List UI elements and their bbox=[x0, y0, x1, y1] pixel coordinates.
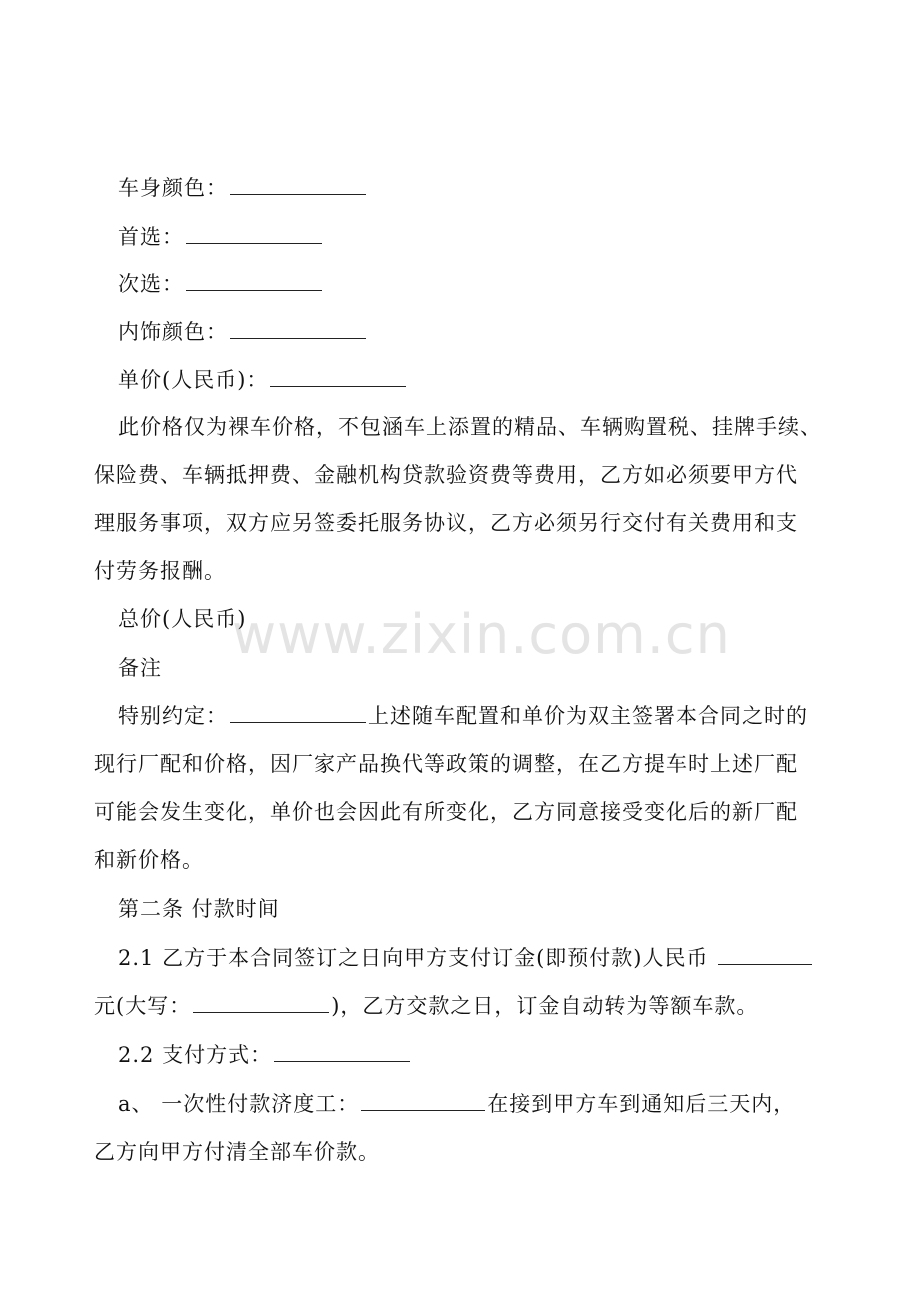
clause-a-text-2: 乙方向甲方付清全部车价款。 bbox=[94, 1140, 380, 1164]
unit-price-line bbox=[118, 365, 878, 395]
special-agreement-line-4 bbox=[94, 845, 854, 875]
price-note-text-3: 理服务事项，双方应另签委托服务协议，乙方必须另行交付有关费用和支 bbox=[94, 511, 798, 535]
second-choice-label: 次选： bbox=[118, 272, 184, 296]
special-agreement-line-3 bbox=[94, 797, 854, 827]
price-note-line-2 bbox=[94, 460, 854, 490]
lump-sum-blank bbox=[361, 1092, 485, 1111]
special-agreement-line-2 bbox=[94, 749, 854, 779]
clause-2-1-text-1: 2.1 乙方于本合同签订之日向甲方支付订金(即预付款)人民币 bbox=[118, 946, 709, 970]
second-choice-blank bbox=[186, 272, 322, 291]
remarks-line bbox=[118, 653, 878, 683]
remarks-label: 备注 bbox=[118, 656, 162, 680]
clause-2-1-suffix: )，乙方交款之日，订金自动转为等额车款。 bbox=[331, 994, 759, 1018]
price-note-text-4: 付劳务报酬。 bbox=[94, 559, 226, 583]
clause-2-1-line-1 bbox=[118, 943, 878, 973]
article-two-title: 第二条 付款时间 bbox=[118, 897, 280, 921]
deposit-words-blank bbox=[193, 994, 329, 1013]
payment-method-blank bbox=[274, 1043, 410, 1062]
first-choice-blank bbox=[186, 225, 322, 244]
price-note-line-3 bbox=[94, 508, 854, 538]
total-price-line bbox=[118, 604, 878, 634]
second-choice-line bbox=[118, 269, 878, 299]
special-agreement-text-2: 现行厂配和价格，因厂家产品换代等政策的调整，在乙方提车时上述厂配 bbox=[94, 752, 798, 776]
special-agreement-line bbox=[118, 701, 878, 731]
first-choice-label: 首选： bbox=[118, 225, 184, 249]
unit-price-label: 单价(人民币)： bbox=[118, 368, 269, 392]
clause-a-suffix: 在接到甲方车到通知后三天内， bbox=[487, 1092, 796, 1116]
body-color-blank bbox=[230, 176, 366, 195]
interior-color-label: 内饰颜色： bbox=[118, 320, 228, 344]
clause-a-prefix: a、 一次性付款济度工： bbox=[118, 1092, 360, 1116]
special-agreement-text: 上述随车配置和单价为双主签署本合同之时的 bbox=[368, 704, 808, 728]
price-note-line-4 bbox=[94, 556, 854, 586]
special-agreement-blank bbox=[230, 704, 366, 723]
deposit-amount-blank bbox=[718, 946, 812, 965]
unit-price-blank bbox=[270, 368, 406, 387]
clause-a-line-2 bbox=[94, 1137, 854, 1167]
price-note-line-1 bbox=[118, 412, 878, 442]
body-color-line bbox=[118, 173, 878, 203]
clause-a-line-1 bbox=[118, 1089, 878, 1119]
article-two-heading bbox=[118, 894, 878, 924]
body-color-label: 车身颜色： bbox=[118, 176, 228, 200]
price-note-text-1: 此价格仅为裸车价格，不包涵车上添置的精品、车辆购置税、挂牌手续、 bbox=[118, 415, 822, 439]
clause-2-2-label: 2.2 支付方式： bbox=[118, 1043, 273, 1067]
price-note-text-2: 保险费、车辆抵押费、金融机构贷款验资费等费用，乙方如必须要甲方代 bbox=[94, 463, 798, 487]
interior-color-blank bbox=[230, 320, 366, 339]
special-agreement-text-3: 可能会发生变化，单价也会因此有所变化，乙方同意接受变化后的新厂配 bbox=[94, 800, 798, 824]
interior-color-line bbox=[118, 317, 878, 347]
clause-2-1-line-2 bbox=[94, 991, 854, 1021]
clause-2-2-line bbox=[118, 1040, 878, 1070]
special-agreement-label: 特别约定： bbox=[118, 704, 228, 728]
clause-2-1-prefix: 元(大写： bbox=[94, 994, 192, 1018]
first-choice-line bbox=[118, 222, 878, 252]
special-agreement-text-4: 和新价格。 bbox=[94, 848, 204, 872]
total-price-label: 总价(人民币) bbox=[118, 607, 247, 631]
watermark: www.zixin.com.cn bbox=[232, 603, 731, 666]
